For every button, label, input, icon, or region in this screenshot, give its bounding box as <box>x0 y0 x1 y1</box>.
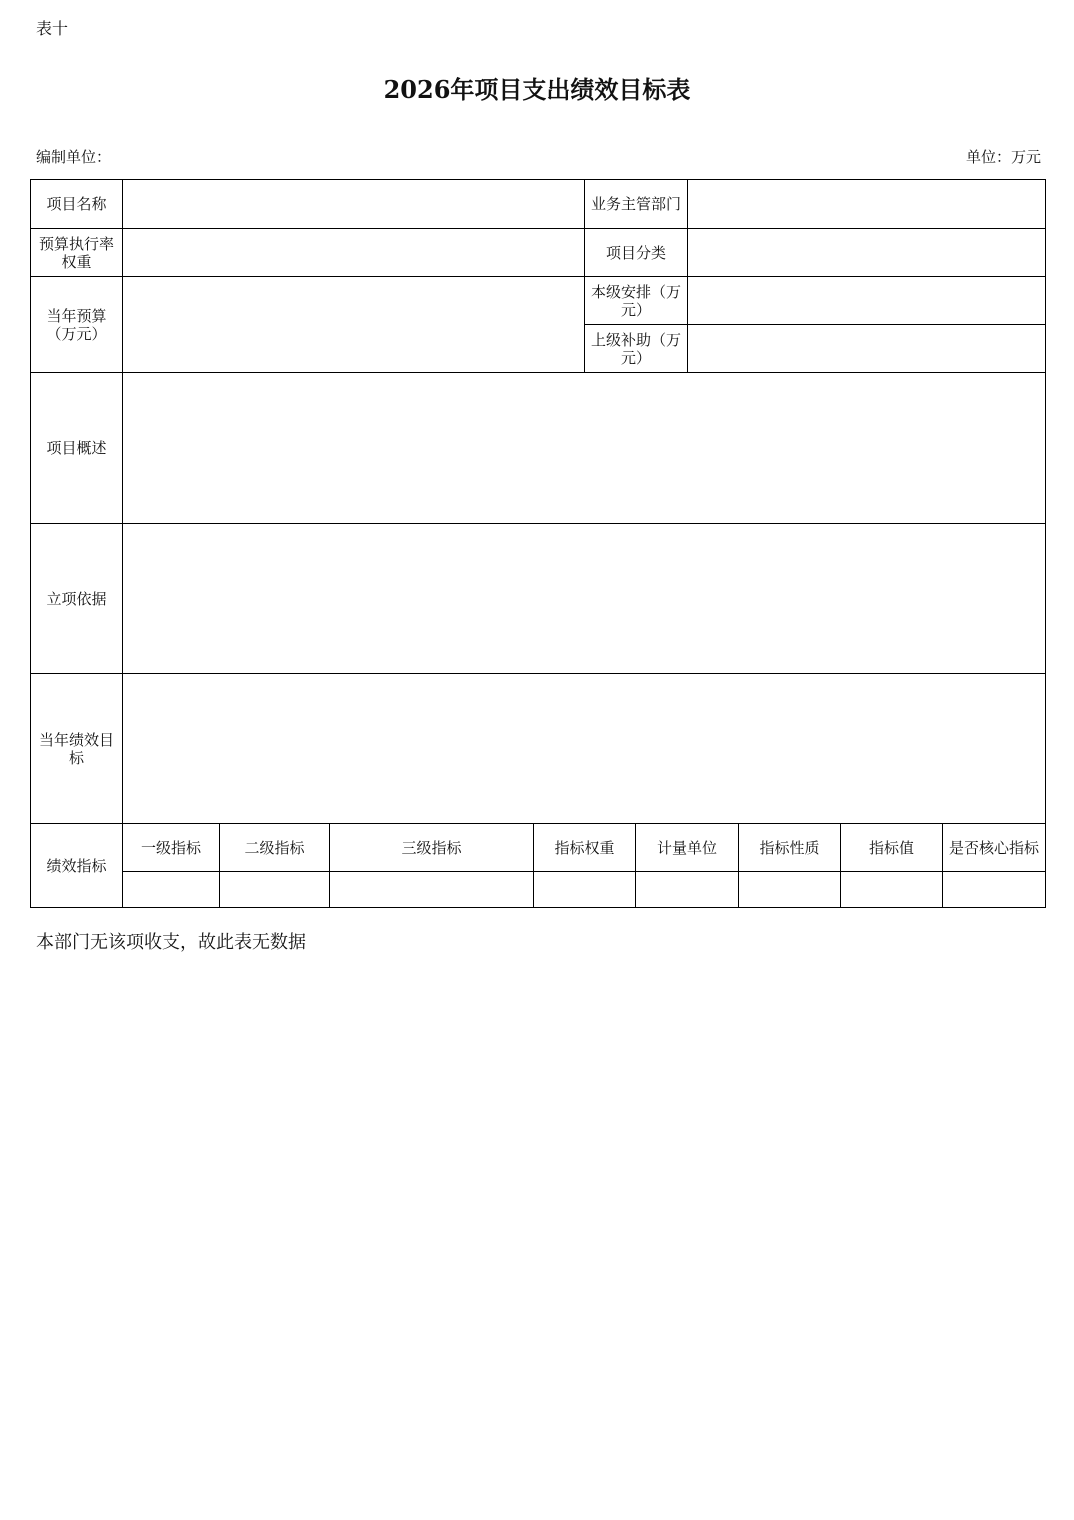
table-cell <box>534 872 636 908</box>
indicators-table <box>30 823 1046 908</box>
overview-label: 项目概述 <box>31 373 123 524</box>
column-header: 三级指标 <box>330 824 534 872</box>
local-arrangement-label: 本级安排（万元） <box>585 277 688 325</box>
column-header: 二级指标 <box>220 824 330 872</box>
supervising-dept-label: 业务主管部门 <box>585 180 688 229</box>
table-cell <box>220 872 330 908</box>
column-header: 一级指标 <box>123 824 220 872</box>
local-arrangement-value <box>688 277 1046 325</box>
project-info-table <box>30 179 1046 824</box>
annual-goal-value <box>123 674 1046 824</box>
basis-value <box>123 524 1046 674</box>
table-cell <box>330 872 534 908</box>
no-data-note: 本部门无该项收支，故此表无数据 <box>36 932 306 953</box>
budget-weight-label: 预算执行率权重 <box>31 229 123 277</box>
project-category-value <box>688 229 1046 277</box>
superior-subsidy-value <box>688 325 1046 373</box>
table-code: 表十 <box>36 19 69 38</box>
compiling-unit-label: 编制单位： <box>36 148 112 166</box>
table-cell <box>123 872 220 908</box>
column-header: 是否核心指标 <box>943 824 1046 872</box>
project-name-value <box>123 180 585 229</box>
table-cell <box>841 872 943 908</box>
table-cell <box>943 872 1046 908</box>
indicators-label: 绩效指标 <box>31 824 123 908</box>
annual-budget-value <box>123 277 585 373</box>
project-name-label: 项目名称 <box>31 180 123 229</box>
page-title: 2026年项目支出绩效目标表 <box>383 75 691 104</box>
annual-goal-label: 当年绩效目标 <box>31 674 123 824</box>
unit-label: 单位：万元 <box>965 148 1041 166</box>
column-header: 指标性质 <box>739 824 841 872</box>
supervising-dept-value <box>688 180 1046 229</box>
superior-subsidy-label: 上级补助（万元） <box>585 325 688 373</box>
annual-budget-label: 当年预算（万元） <box>31 277 123 373</box>
table-cell <box>636 872 739 908</box>
basis-label: 立项依据 <box>31 524 123 674</box>
overview-value <box>123 373 1046 524</box>
column-header: 指标值 <box>841 824 943 872</box>
column-header: 指标权重 <box>534 824 636 872</box>
table-cell <box>739 872 841 908</box>
budget-weight-value <box>123 229 585 277</box>
column-header: 计量单位 <box>636 824 739 872</box>
project-category-label: 项目分类 <box>585 229 688 277</box>
